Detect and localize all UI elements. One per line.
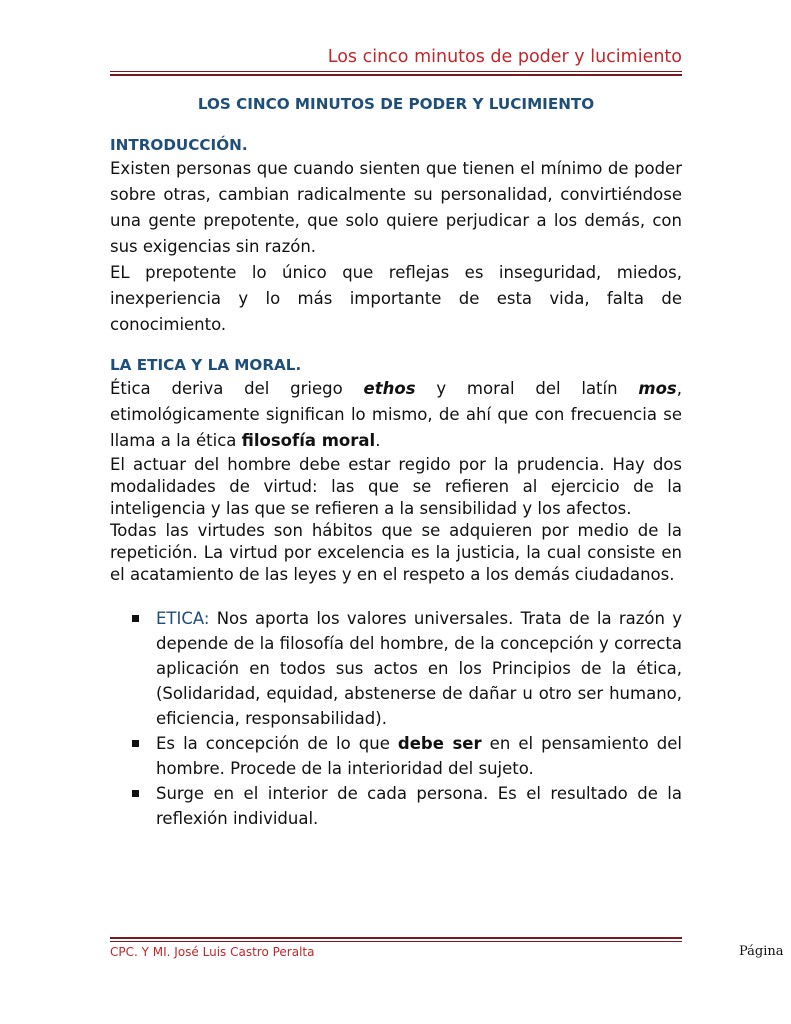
footer-divider: [110, 937, 682, 942]
etimologia-text-4: .: [375, 431, 381, 450]
etimologia-paragraph: [110, 376, 682, 454]
list-item: [156, 781, 682, 831]
bullet-text-after: en el pensamiento del hombre. Procede de la interioridad del sujeto.: [156, 734, 682, 778]
etimologia-text-1: Ética deriva del griego: [110, 379, 364, 398]
list-item: [156, 731, 682, 781]
square-bullet-icon: [132, 615, 139, 622]
header-divider: [110, 71, 682, 76]
list-item: [156, 606, 682, 731]
etica-label: ETICA:: [156, 609, 210, 628]
footer-author: CPC. Y MI. José Luis Castro Peralta: [110, 945, 315, 959]
virtudes-paragraph: Todas las virtudes son hábitos que se adquieren por medio de la repetición. La virtud por excelencia es la justicia, la cual consiste en el acatamiento de las leyes y en el respeto a los demás ciudadanos.: [110, 521, 682, 584]
footer-page-label: Página: [739, 944, 784, 959]
page-content: [110, 93, 682, 831]
square-bullet-icon: [132, 790, 139, 797]
term-debe-ser: debe ser: [397, 734, 482, 753]
term-mos: mos: [638, 379, 677, 398]
running-header: Los cinco minutos de poder y lucimiento: [327, 47, 682, 67]
term-filosofia-moral: filosofía moral: [241, 431, 376, 450]
intro-paragraph-2: EL prepotente lo único que reflejas es inseguridad, miedos, inexperiencia y lo más importante de esta vida, falta de conocimiento.: [110, 263, 682, 334]
square-bullet-icon: [132, 740, 139, 747]
bullet-text: Nos aporta los valores universales. Trata de la razón y depende de la filosofía del hombre, de la concepción y correcta aplicación en todos sus actos en los Principios de la ética, (Solidaridad, equidad, abstenerse de dañar u otro ser humano, eficiencia, responsabilidad).: [156, 609, 682, 728]
etimologia-text-3: , etimológicamente significan lo mismo, de ahí que con frecuencia se llama a la ética: [110, 379, 682, 450]
section-heading-introduccion: INTRODUCCIÓN.: [110, 136, 248, 154]
section-heading-etica-moral: LA ETICA Y LA MORAL.: [110, 356, 302, 374]
etica-bullet-list: [110, 606, 682, 831]
bullet-text: Surge en el interior de cada persona. Es el resultado de la reflexión individual.: [156, 784, 682, 828]
intro-paragraph-1: Existen personas que cuando sienten que tienen el mínimo de poder sobre otras, cambian radicalmente su personalidad, convirtiéndose una gente prepotente, que solo quiere perjudicar a los demás, con sus exigencias sin razón.: [110, 159, 682, 256]
prudencia-paragraph: El actuar del hombre debe estar regido por la prudencia. Hay dos modalidades de virtud: las que se refieren al ejercicio de la inteligencia y las que se refieren a la sensibilidad y los afectos.: [110, 455, 682, 518]
bullet-text-before: Es la concepción de lo que: [156, 734, 398, 753]
term-ethos: ethos: [363, 379, 416, 398]
etimologia-text-2: y moral del latín: [415, 379, 639, 398]
document-title: LOS CINCO MINUTOS DE PODER Y LUCIMIENTO: [197, 95, 595, 113]
